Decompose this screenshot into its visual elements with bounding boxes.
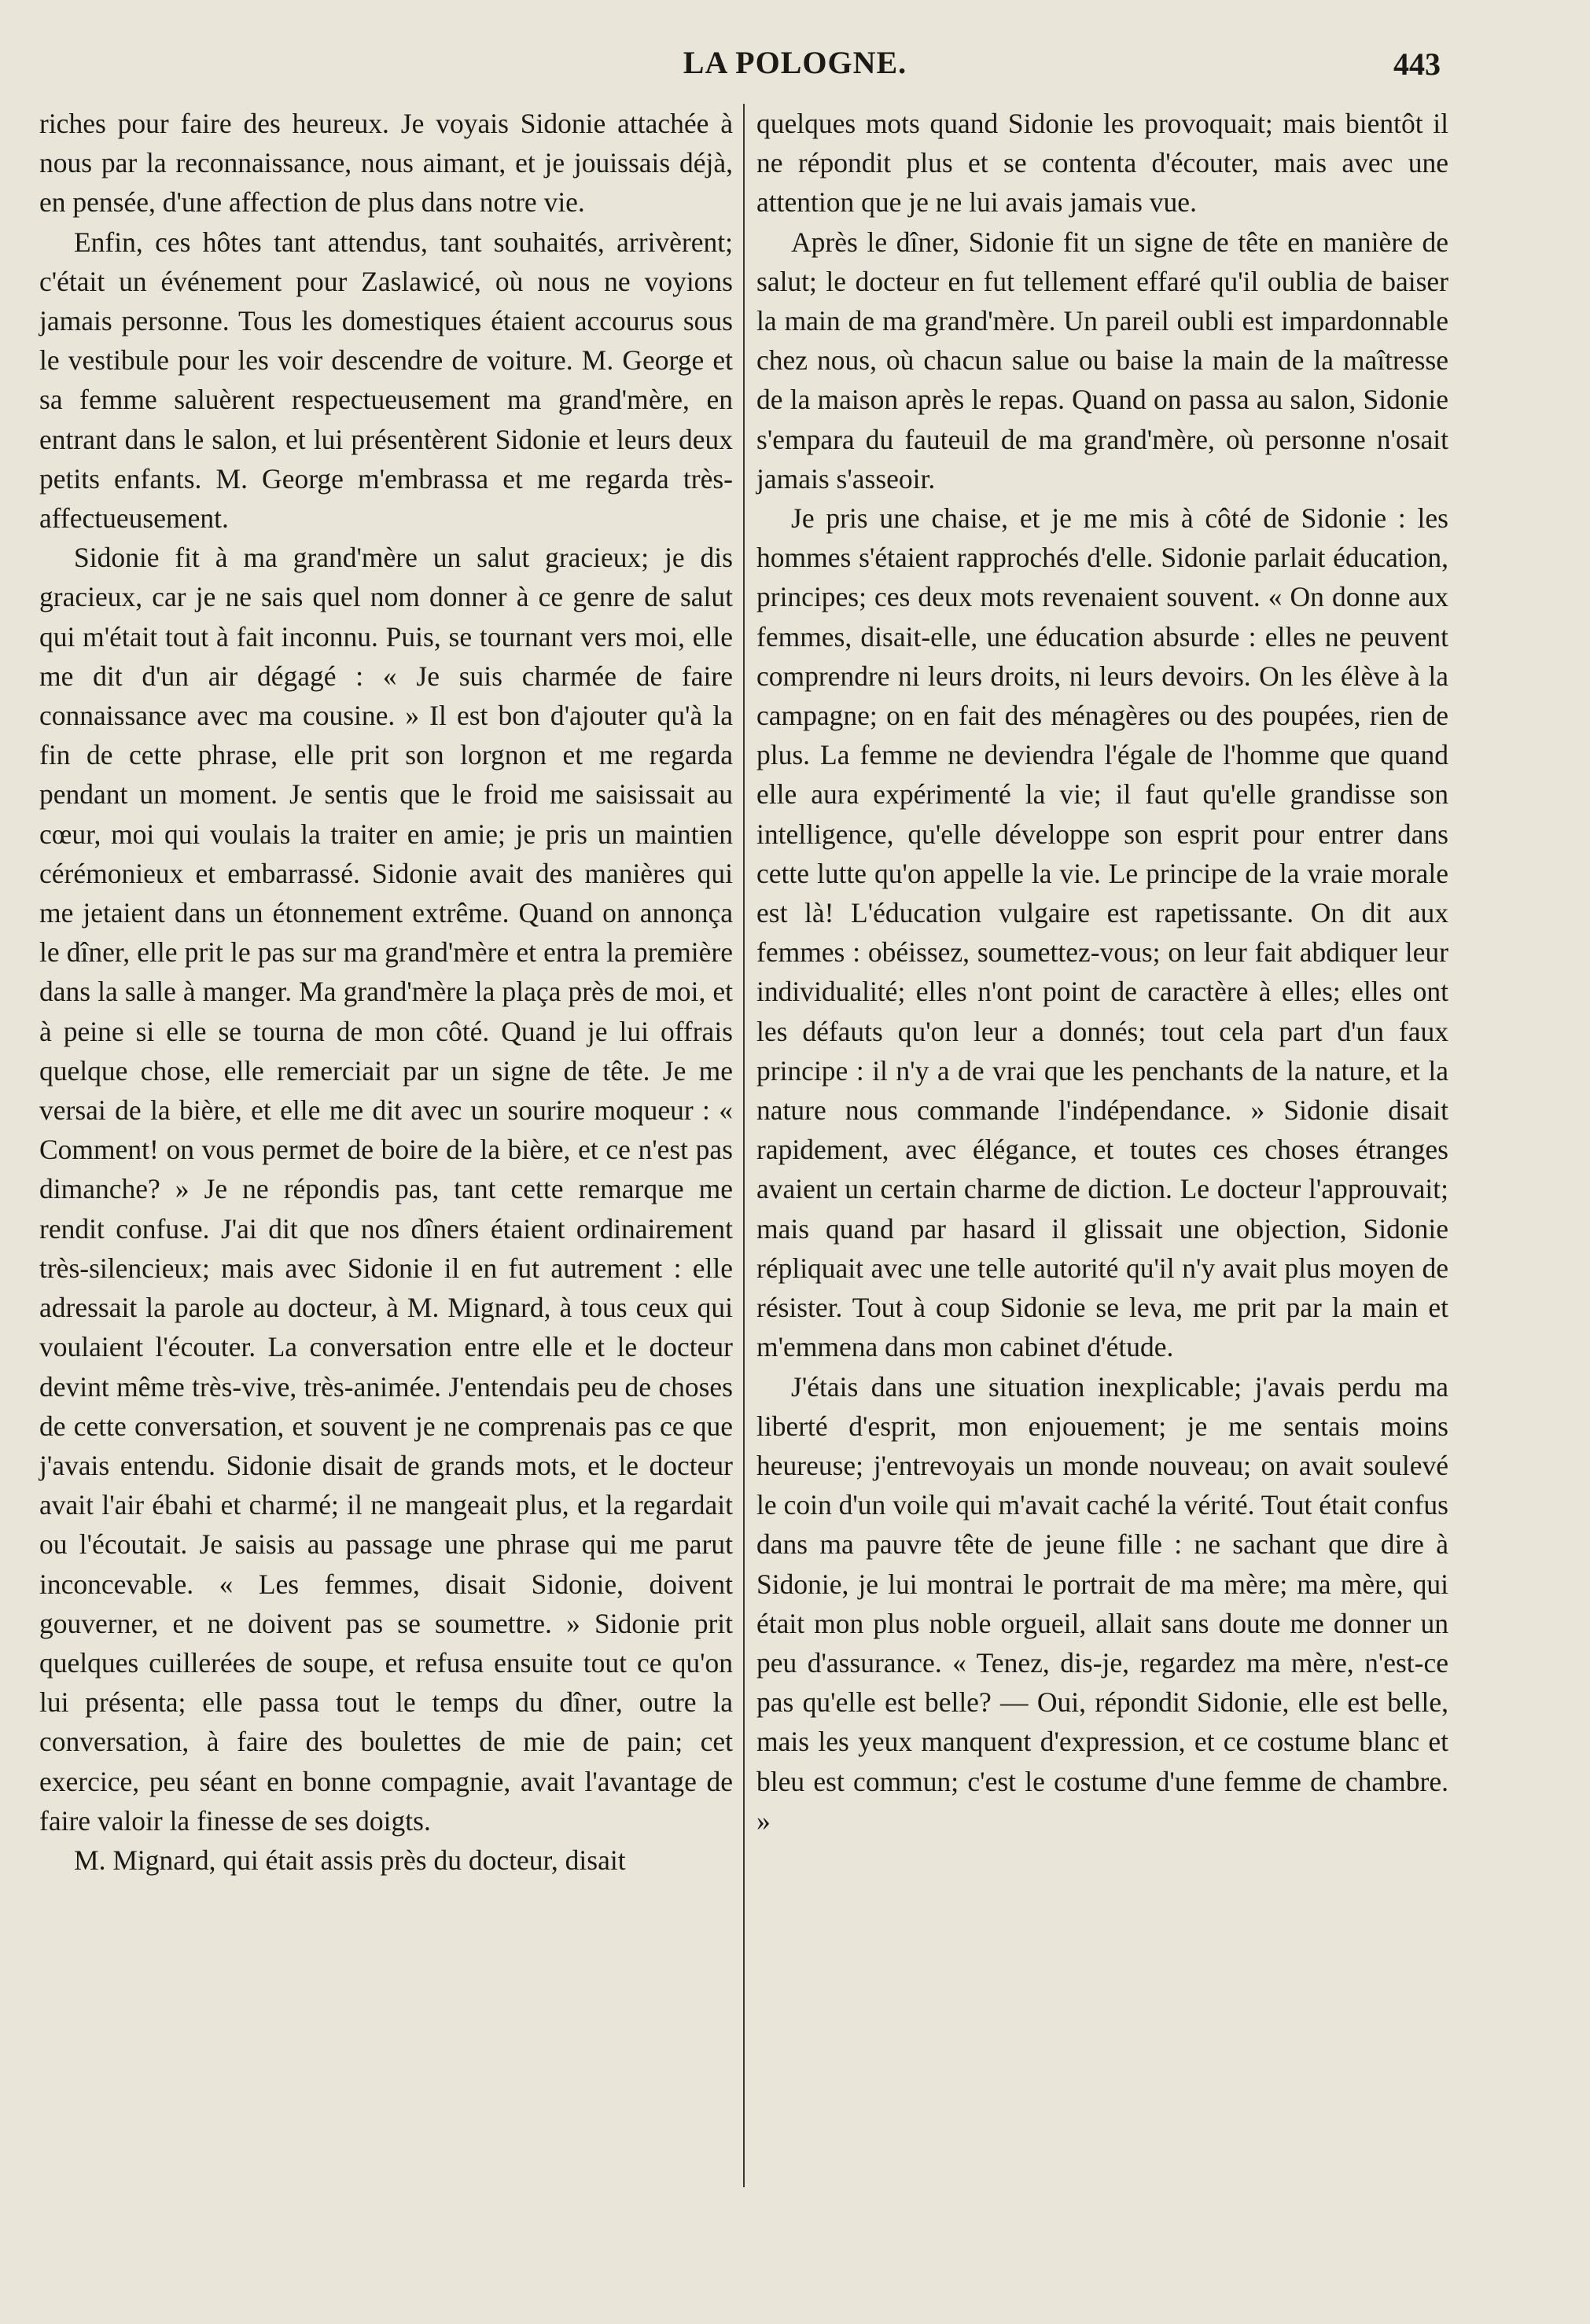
paragraph: Sidonie fit à ma grand'mère un salut gracieux; je dis gracieux, car je ne sais quel nom donner à ce genre de salut qui m'était tout à fait inconnu. Puis, se tournant vers moi, elle me dit d'un air dégagé : « Je suis charmée de faire connaissance avec ma cousine. » Il est bon d'ajouter qu'à la fin de cette phrase, elle prit son lorgnon et me regarda pendant un moment. Je sentis que le froid me saisissait au cœur, moi qui voulais la traiter en amie; je pris un maintien cérémonieux et embarrassé. Sidonie avait des manières qui me jetaient dans un étonnement extrême. Quand on annonça le dîner, elle prit le pas sur ma grand'mère et entra la première dans la salle à manger. Ma grand'mère la plaça près de moi, et à peine si elle se tourna de mon côté. Quand je lui offrais quelque chose, elle remerciait par un signe de tête. Je me versai de la bière, et elle me dit avec un sourire moqueur : « Comment! on vous permet de boire de la bière, et ce n'est pas dimanche? » Je ne répondis pas, tant cette remarque me rendit confuse. J'ai dit que nos dîners étaient ordinairement très-silencieux; mais avec Sidonie il en fut autrement : elle adressait la parole au docteur, à M. Mignard, à tous ceux qui voulaient l'écouter. La conversation entre elle et le docteur devint même très-vive, très-animée. J'entendais peu de choses de cette conversation, et souvent je ne comprenais pas ce que j'avais entendu. Sidonie disait de grands mots, et le docteur avait l'air ébahi et charmé; il ne mangeait plus, et la regardait ou l'écoutait. Je saisis au passage une phrase qui me parut inconcevable. « Les femmes, disait Sidonie, doivent gouverner, et ne doivent pas se soumettre. » Sidonie prit quelques cuillerées de soupe, et refusa ensuite tout ce qu'on lui présenta; elle passa tout le temps du dîner, outre la conversation, à faire des boulettes de mie de pain; cet exercice, peu séant en bonne compagnie, avait l'avantage de faire valoir la finesse de ses doigts. <box>39 542 733 1837</box>
paragraph: Après le dîner, Sidonie fit un signe de tête en manière de salut; le docteur en fut tellement effaré qu'il oublia de baiser la main de ma grand'mère. Un pareil oubli est impardonnable chez nous, où chacun salue ou baise la main de la maîtresse de la maison après le repas. Quand on passa au salon, Sidonie s'empara du fauteuil de ma grand'mère, où personne n'osait jamais s'asseoir. <box>756 226 1448 495</box>
paragraph: Enfin, ces hôtes tant attendus, tant souhaités, arrivèrent; c'était un événement pour Zaslawicé, où nous ne voyions jamais personne. Tous les domestiques étaient accourus sous le vestibule pour les voir descendre de voiture. M. George et sa femme saluèrent respectueusement ma grand'mère, en entrant dans le salon, et lui présentèrent Sidonie et leurs deux petits enfants. M. George m'embrassa et me regarda très-affectueusement. <box>39 226 733 535</box>
running-title: LA POLOGNE. <box>683 45 907 80</box>
paragraph: Je pris une chaise, et je me mis à côté de Sidonie : les hommes s'étaient rapprochés d'elle. Sidonie parlait éducation, principes; ces deux mots revenaient souvent. « On donne aux femmes, disait-elle, une éducation absurde : elles ne peuvent comprendre ni leurs droits, ni leurs devoirs. On les élève à la campagne; on en fait des ménagères ou des poupées, rien de plus. La femme ne deviendra l'égale de l'homme que quand elle aura expérimenté la vie; il faut qu'elle grandisse son intelligence, qu'elle développe son esprit pour entrer dans cette lutte qu'on appelle la vie. Le principe de la vraie morale est là! L'éducation vulgaire est rapetissante. On dit aux femmes : obéissez, soumettez-vous; on leur fait abdiquer leur individualité; elles n'ont point de caractère à elles; elles ont les défauts qu'on leur a donnés; tout cela part d'un faux principe : il n'y a de vrai que les penchants de la nature, et la nature nous commande l'indépendance. » Sidonie disait rapidement, avec élégance, et toutes ces choses étranges avaient un certain charme de diction. Le docteur l'approuvait; mais quand par hasard il glissait une objection, Sidonie répliquait avec une telle autorité qu'il n'y avait plus moyen de résister. Tout à coup Sidonie se leva, me prit par la main et m'emmena dans mon cabinet d'étude. <box>756 502 1448 1363</box>
left-column <box>39 104 733 1880</box>
paragraph: riches pour faire des heureux. Je voyais Sidonie attachée à nous par la reconnaissance, nous aimant, et je jouissais déjà, en pensée, d'une affection de plus dans notre vie. <box>39 108 733 219</box>
paragraph: M. Mignard, qui était assis près du docteur, disait <box>74 1844 626 1876</box>
column-divider <box>743 104 745 2187</box>
paragraph: quelques mots quand Sidonie les provoquait; mais bientôt il ne répondit plus et se contenta d'écouter, mais avec une attention que je ne lui avais jamais vue. <box>756 108 1448 219</box>
page-header <box>0 41 1590 88</box>
paragraph: J'étais dans une situation inexplicable; j'avais perdu ma liberté d'esprit, mon enjouement; je me sentais moins heureuse; j'entrevoyais un monde nouveau; on avait soulevé le coin d'un voile qui m'avait caché la vérité. Tout était confus dans ma pauvre tête de jeune fille : ne sachant que dire à Sidonie, je lui montrai le portrait de ma mère; ma mère, qui était mon plus noble orgueil, allait sans doute me donner un peu d'assurance. « Tenez, dis-je, regardez ma mère, n'est-ce pas qu'elle est belle? — Oui, répondit Sidonie, elle est belle, mais les yeux manquent d'expression, et ce costume blanc et bleu est commun; c'est le costume d'une femme de chambre. » <box>756 1370 1448 1837</box>
page-number: 443 <box>1393 46 1441 82</box>
right-column <box>756 104 1448 1840</box>
